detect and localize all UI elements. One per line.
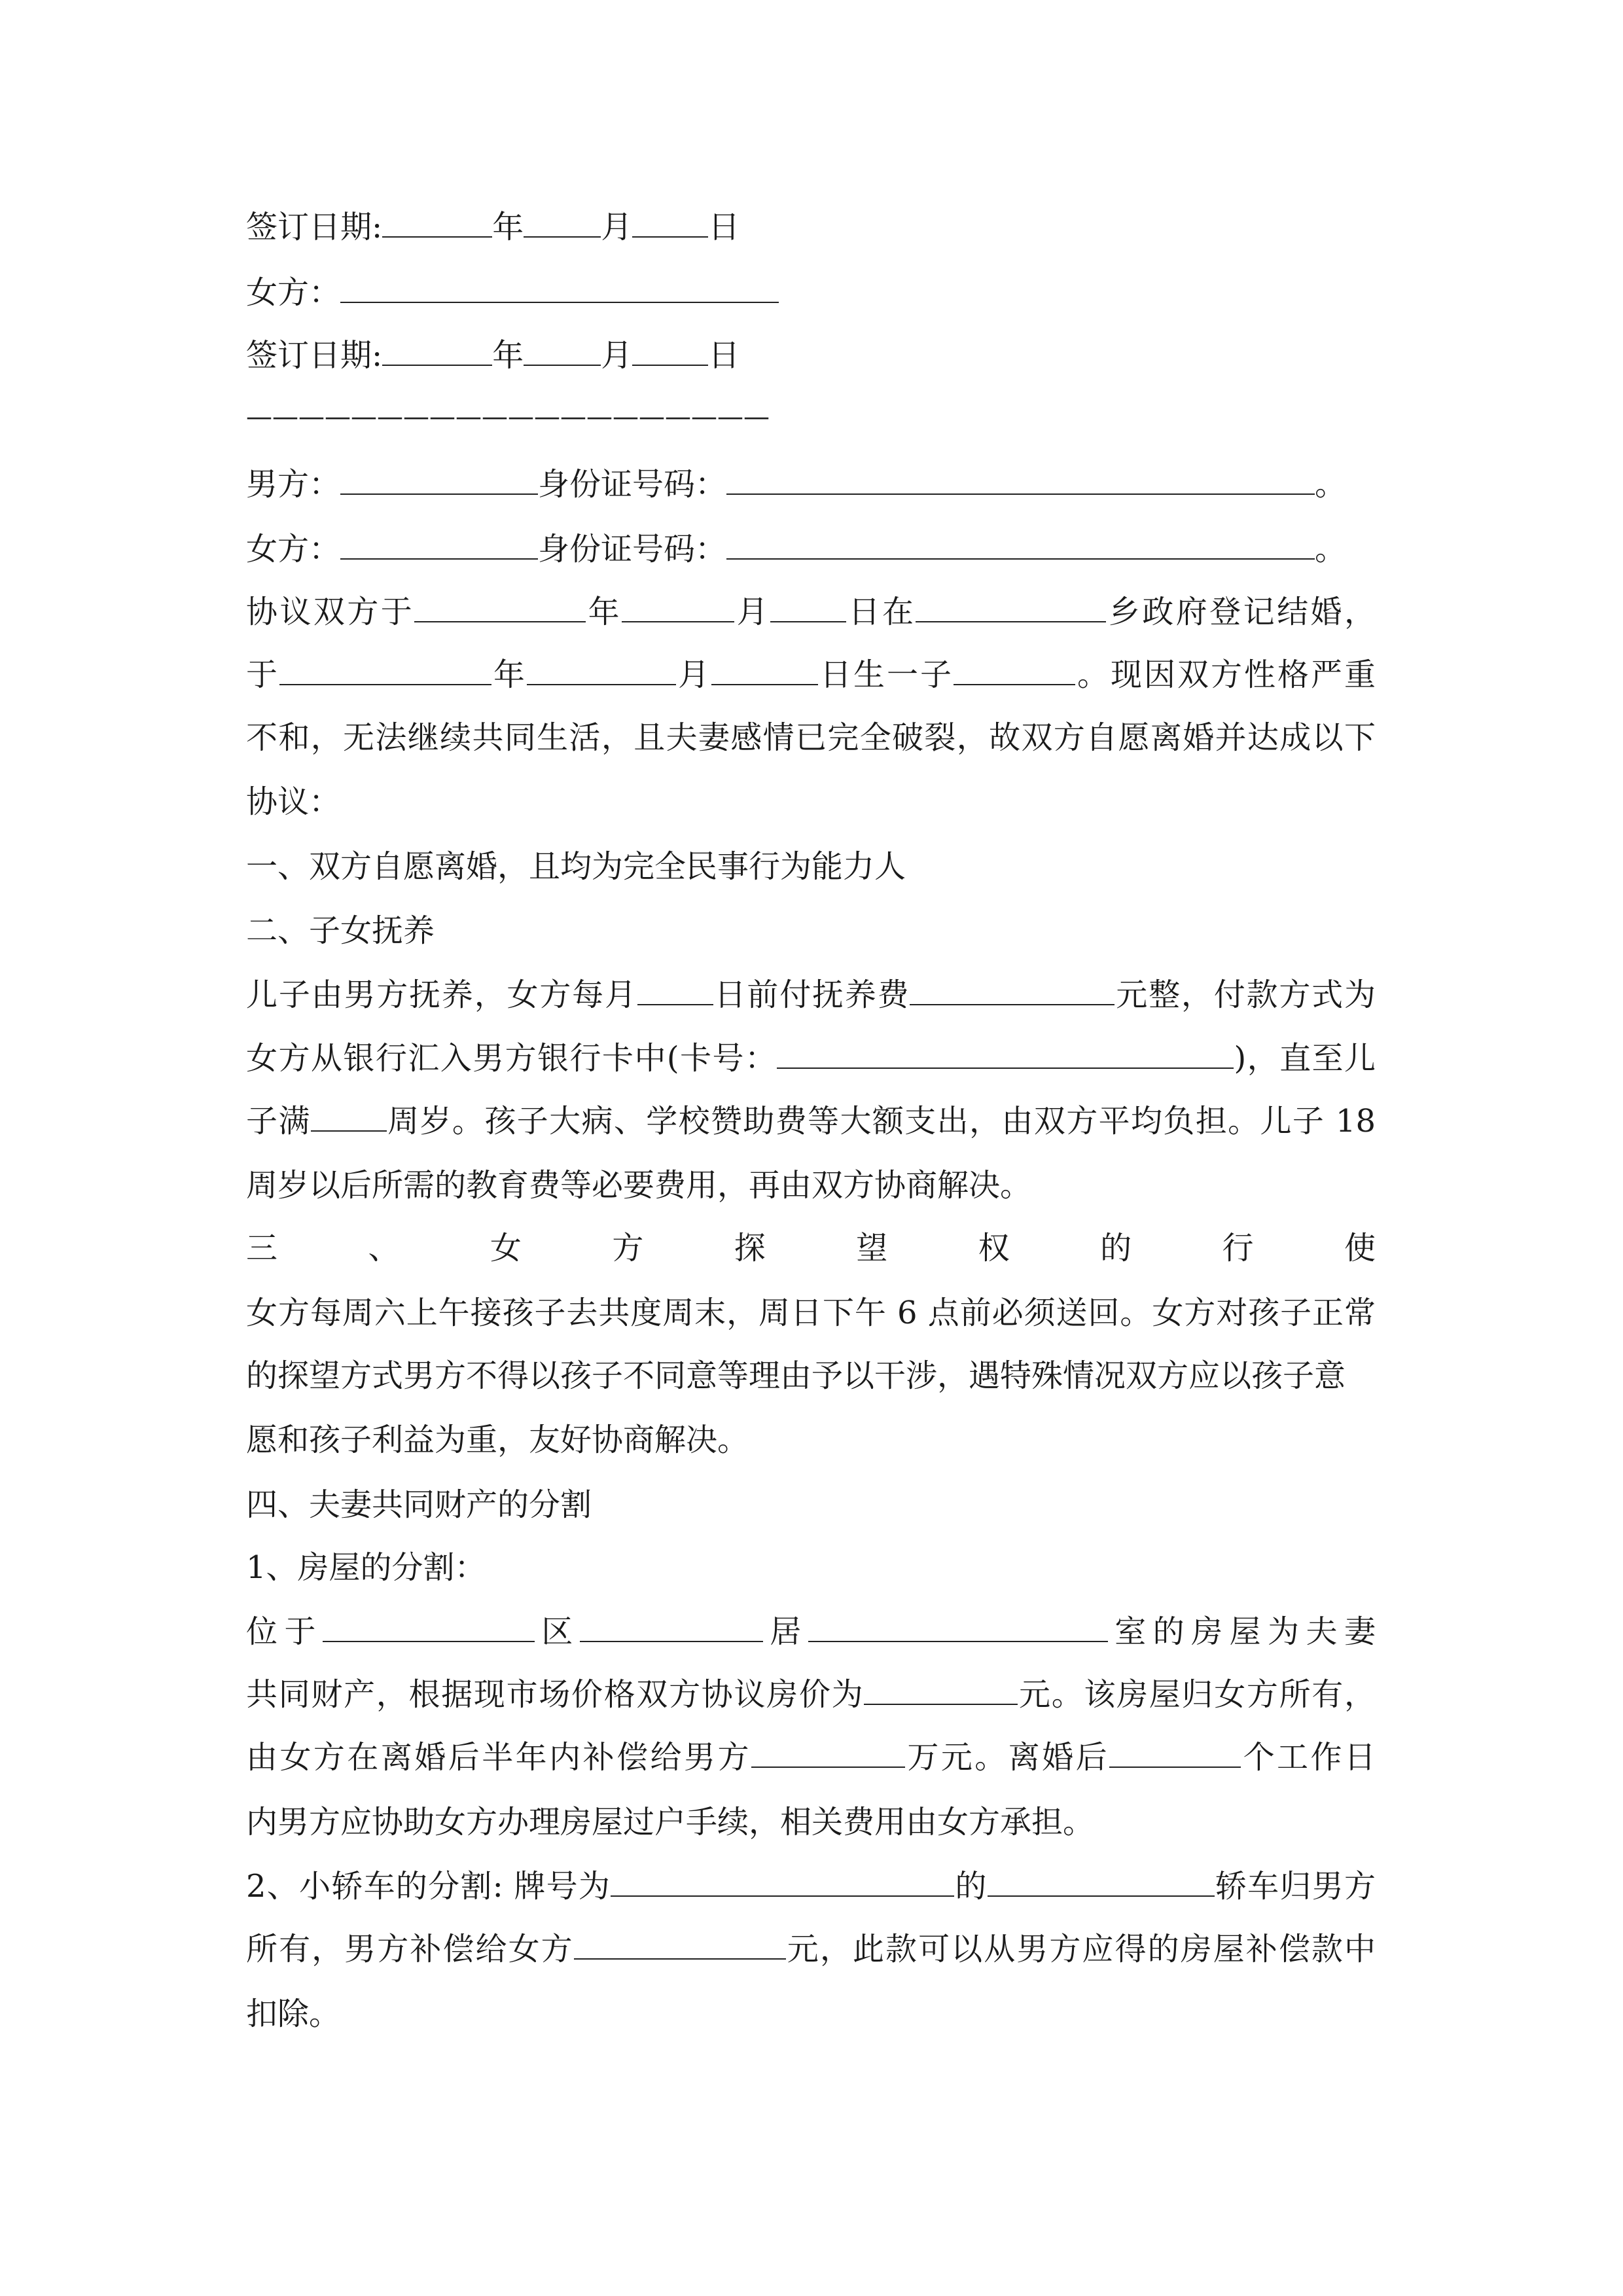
line-text: 位于 xyxy=(246,1613,323,1650)
line-text: 女方从银行汇入男方银行卡中(卡号： xyxy=(246,1040,777,1077)
line-text: 年 xyxy=(492,209,524,245)
line-text: 签订日期: xyxy=(246,337,383,374)
fill-in-blank xyxy=(1109,1736,1241,1768)
document-line xyxy=(246,781,340,823)
fill-in-blank xyxy=(279,654,491,685)
line-text: 一、双方自愿离婚，且均为完全民事行为能力人 xyxy=(246,848,906,885)
line-text: 月 xyxy=(601,209,633,245)
line-text: 轿车归男方 xyxy=(1214,1868,1376,1905)
line-text: 。 xyxy=(1315,531,1347,567)
line-text: 女方每周六上午接孩子去共度周末，周日下午 6 点前必须送回。女方对孩子正常 xyxy=(246,1295,1376,1331)
fill-in-blank xyxy=(524,206,601,238)
line-text: 签订日期: xyxy=(246,209,383,245)
fill-in-blank xyxy=(524,334,601,366)
fill-in-blank xyxy=(574,1928,786,1960)
fill-in-blank xyxy=(808,1611,1108,1642)
document-line xyxy=(246,1928,1376,1970)
line-text: 个工作日 xyxy=(1241,1739,1376,1776)
document-line xyxy=(246,1355,1346,1397)
line-text: 愿和孩子利益为重，友好协商解决。 xyxy=(246,1422,749,1458)
line-text: 。 xyxy=(1315,466,1347,503)
document-line xyxy=(246,1801,1094,1843)
line-text: 于 xyxy=(246,656,279,693)
fill-in-blank xyxy=(726,528,1315,560)
document-line xyxy=(246,1037,1376,1079)
fill-in-blank xyxy=(988,1865,1215,1897)
line-text: 万元。离婚后 xyxy=(904,1739,1110,1776)
line-text: 身份证号码： xyxy=(538,531,727,567)
line-text: 。现因双方性格严重 xyxy=(1075,656,1376,693)
fill-in-blank xyxy=(414,591,586,622)
line-text: 所有，男方补偿给女方 xyxy=(246,1931,574,1967)
line-text: 年 xyxy=(492,337,524,374)
line-text: 扣除。 xyxy=(246,1996,341,2032)
line-text: 二、子女抚养 xyxy=(246,912,435,949)
fill-in-blank xyxy=(726,463,1315,495)
fill-in-blank xyxy=(340,463,538,495)
fill-in-blank xyxy=(382,206,492,238)
line-text: 三、女方探望权的行使 xyxy=(246,1230,1376,1266)
fill-in-blank xyxy=(622,591,734,622)
line-text: 不和，无法继续共同生活，且夫妻感情已完全破裂，故双方自愿离婚并达成以下 xyxy=(246,719,1376,756)
line-text: 四、夫妻共同财产的分割 xyxy=(246,1486,592,1523)
document-line xyxy=(246,396,770,438)
line-text: 年 xyxy=(491,656,527,693)
line-text: 乡政府登记结婚， xyxy=(1106,594,1376,630)
line-text: 的探望方式男方不得以孩子不同意等理由予以干涉，遇特殊情况双方应以孩子意 xyxy=(246,1357,1346,1394)
fill-in-blank xyxy=(777,1037,1234,1069)
line-text: 元。该房屋归女方所有， xyxy=(1018,1676,1376,1713)
fill-in-blank xyxy=(527,654,676,685)
line-text: 女方： xyxy=(246,531,341,567)
document-line xyxy=(246,206,740,248)
document-line xyxy=(246,1547,486,1588)
line-text: 年 xyxy=(586,594,622,630)
line-text: ———————————————————— xyxy=(246,402,770,432)
line-text: 2、小轿车的分割: 牌号为 xyxy=(246,1868,611,1905)
line-text: 女方： xyxy=(246,274,341,311)
document-line xyxy=(246,1484,592,1526)
line-text: 的 xyxy=(954,1868,988,1905)
line-text: 协议双方于 xyxy=(246,594,415,630)
document-line xyxy=(246,591,1376,633)
fill-in-blank xyxy=(311,1100,387,1132)
document-line xyxy=(246,1292,1376,1334)
fill-in-blank xyxy=(910,974,1115,1005)
line-text: 儿子由男方抚养，女方每月 xyxy=(246,977,637,1013)
document-line xyxy=(246,1100,1376,1142)
fill-in-blank xyxy=(340,272,779,303)
fill-in-blank xyxy=(632,334,708,366)
document-line xyxy=(246,1164,1031,1206)
fill-in-blank xyxy=(632,206,708,238)
fill-in-blank xyxy=(340,528,538,560)
fill-in-blank xyxy=(751,1736,905,1768)
line-text: 周岁。孩子大病、学校赞助费等大额支出，由双方平均负担。儿子 18 xyxy=(386,1103,1376,1139)
line-text: 身份证号码： xyxy=(538,466,727,503)
document-line xyxy=(246,1736,1376,1778)
document-line xyxy=(246,334,740,376)
line-text: 日 xyxy=(708,337,740,374)
line-text: )，直至儿 xyxy=(1234,1040,1376,1077)
document-line xyxy=(246,1993,340,2035)
document-line xyxy=(246,974,1376,1016)
fill-in-blank xyxy=(382,334,492,366)
document-line xyxy=(246,846,906,888)
line-text: 男方： xyxy=(246,466,341,503)
line-text: 月 xyxy=(734,594,771,630)
document-line xyxy=(246,1611,1376,1653)
document-line xyxy=(246,272,779,314)
document-line xyxy=(246,463,1346,505)
fill-in-blank xyxy=(916,591,1106,622)
line-text: 内男方应协助女方办理房屋过户手续，相关费用由女方承担。 xyxy=(246,1804,1095,1840)
line-text: 月 xyxy=(676,656,711,693)
line-text: 日生一子 xyxy=(818,656,954,693)
line-text: 日在 xyxy=(846,594,916,630)
document-line xyxy=(246,910,435,952)
fill-in-blank xyxy=(611,1865,954,1897)
fill-in-blank xyxy=(637,974,713,1005)
line-text: 区 xyxy=(534,1613,580,1650)
line-text: 周岁以后所需的教育费等必要费用，再由双方协商解决。 xyxy=(246,1167,1032,1204)
fill-in-blank xyxy=(864,1674,1018,1705)
document-line xyxy=(246,528,1346,570)
line-text: 由女方在离婚后半年内补偿给男方 xyxy=(246,1739,751,1776)
document-line xyxy=(246,1419,749,1461)
line-text: 室的房屋为夫妻 xyxy=(1107,1613,1376,1650)
line-text: 月 xyxy=(601,337,633,374)
document-line xyxy=(246,1674,1376,1715)
line-text: 子满 xyxy=(246,1103,311,1139)
line-text: 共同财产，根据现市场价格双方协议房价为 xyxy=(246,1676,865,1713)
fill-in-blank xyxy=(711,654,818,685)
fill-in-blank xyxy=(770,591,846,622)
document-line xyxy=(246,717,1376,759)
fill-in-blank xyxy=(323,1611,535,1642)
line-text: 居 xyxy=(762,1613,808,1650)
document-line xyxy=(246,1227,1376,1269)
line-text: 日 xyxy=(708,209,740,245)
fill-in-blank xyxy=(954,654,1075,685)
document-line xyxy=(246,1865,1376,1907)
line-text: 协议： xyxy=(246,783,341,820)
fill-in-blank xyxy=(580,1611,763,1642)
line-text: 元整，付款方式为 xyxy=(1115,977,1376,1013)
line-text: 1、房屋的分割： xyxy=(246,1549,486,1586)
document-line xyxy=(246,654,1376,696)
line-text: 元，此款可以从男方应得的房屋补偿款中 xyxy=(785,1931,1376,1967)
line-text: 日前付抚养费 xyxy=(713,977,910,1013)
